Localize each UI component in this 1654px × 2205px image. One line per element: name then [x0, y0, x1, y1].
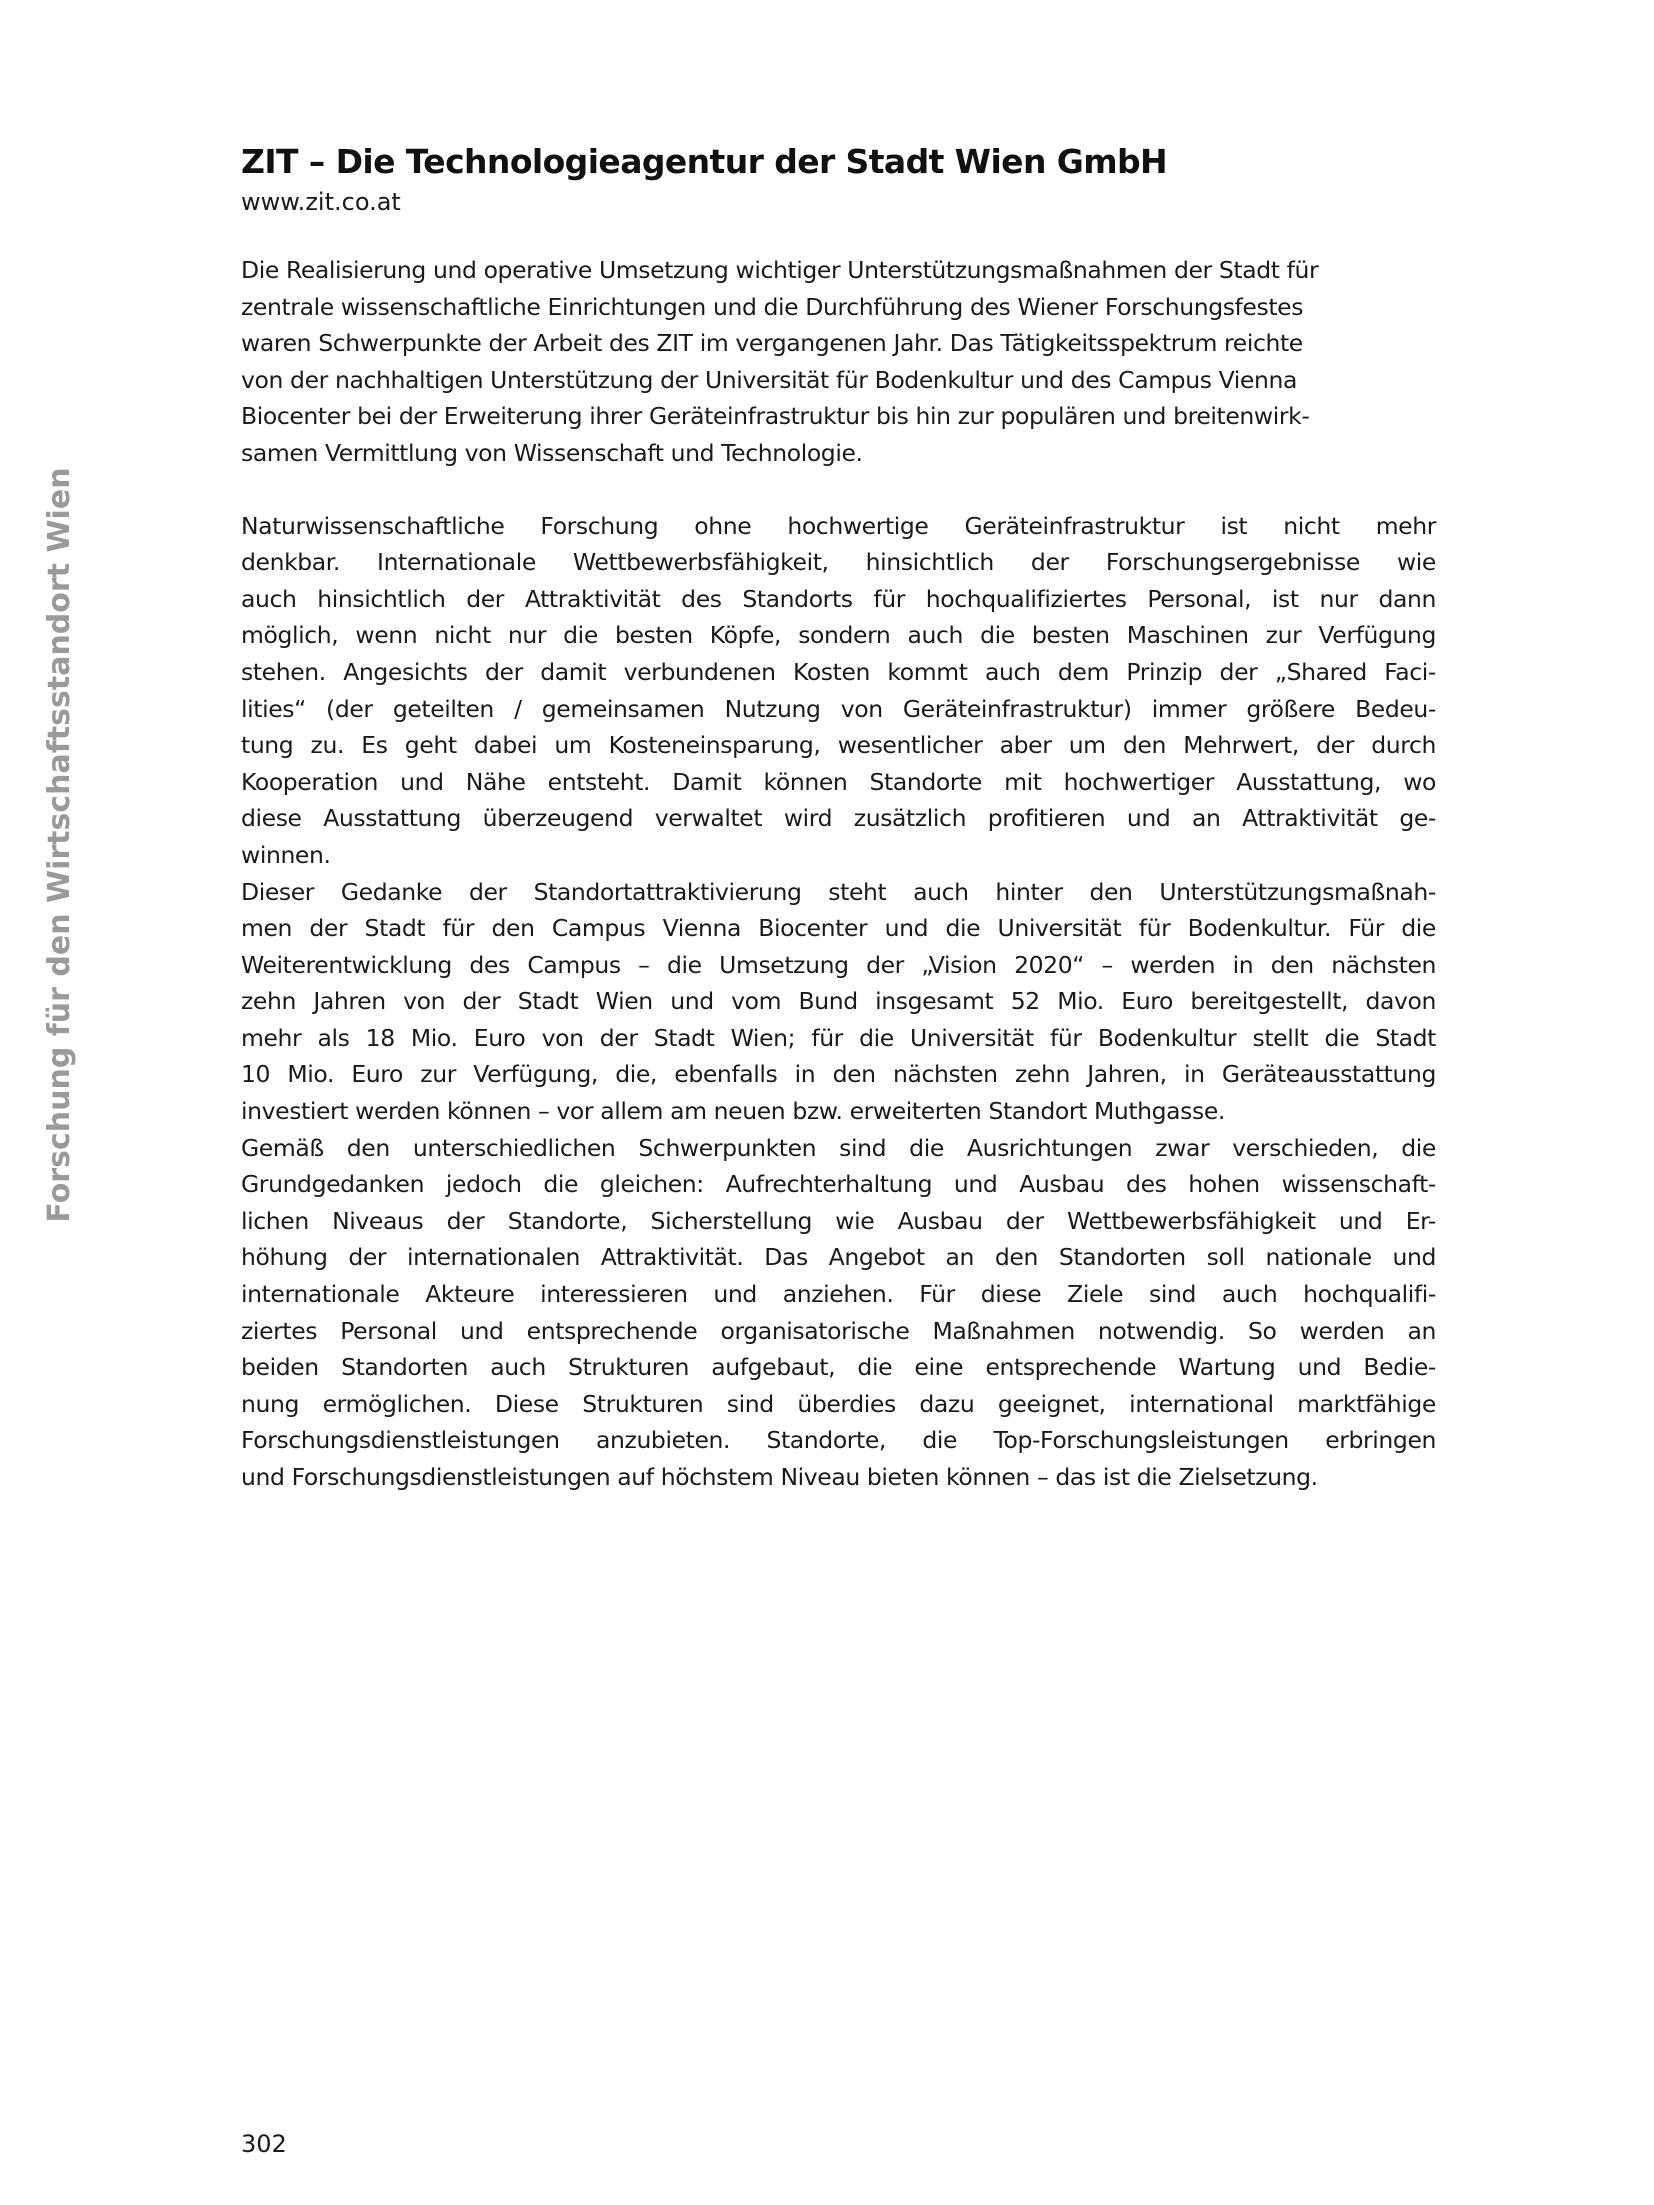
text-line: höhung der internationalen Attraktivität. Das Angebot an den Standorten soll nationale und — [241, 1243, 1436, 1272]
text-line: Gemäß den unterschiedlichen Schwerpunkten sind die Ausrichtungen zwar verschieden, die — [241, 1133, 1436, 1162]
text-line: Dieser Gedanke der Standortattraktivierung steht auch hinter den Unterstützungsmaßnah- — [241, 877, 1436, 906]
text-line: samen Vermittlung von Wissenschaft und Technologie. — [241, 438, 863, 467]
text-line: Kooperation und Nähe entsteht. Damit können Standorte mit hochwertiger Ausstattung, wo — [241, 767, 1436, 796]
text-line: internationale Akteure interessieren und anziehen. Für diese Ziele sind auch hochqualifi- — [241, 1280, 1436, 1309]
page-number: 302 — [241, 2130, 287, 2158]
text-line: investiert werden können – vor allem am neuen bzw. erweiterten Standort Muthgasse. — [241, 1097, 1225, 1126]
text-line: lities“ (der geteilten / gemeinsamen Nutzung von Geräteinfrastruktur) immer größere Bedeu- — [241, 694, 1436, 723]
paragraph-intro — [241, 252, 1436, 472]
text-line: Weiterentwicklung des Campus – die Umsetzung der „Vision 2020“ – werden in den nächsten — [241, 950, 1436, 979]
text-line: zehn Jahren von der Stadt Wien und vom Bund insgesamt 52 Mio. Euro bereitgestellt, davon — [241, 987, 1436, 1016]
text-line: zentrale wissenschaftliche Einrichtungen und die Durchführung des Wiener Forschungsfestes — [241, 292, 1304, 321]
text-line: tung zu. Es geht dabei um Kosteneinsparung, wesentlicher aber um den Mehrwert, der durch — [241, 731, 1436, 760]
page-content — [241, 140, 1436, 1496]
text-line: denkbar. Internationale Wettbewerbsfähigkeit, hinsichtlich der Forschungsergebnisse wie — [241, 548, 1436, 577]
text-line: beiden Standorten auch Strukturen aufgebaut, die eine entsprechende Wartung und Bedie- — [241, 1353, 1436, 1382]
text-line: ziertes Personal und entsprechende organisatorische Maßnahmen notwendig. So werden an — [241, 1316, 1436, 1345]
text-line: waren Schwerpunkte der Arbeit des ZIT im vergangenen Jahr. Das Tätigkeitsspektrum reichte — [241, 329, 1303, 358]
text-line: Grundgedanken jedoch die gleichen: Aufrechterhaltung und Ausbau des hohen wissenschaft- — [241, 1170, 1436, 1199]
text-line: stehen. Angesichts der damit verbundenen Kosten kommt auch dem Prinzip der „Shared Faci- — [241, 657, 1436, 686]
page-title: ZIT – Die Technologieagentur der Stadt Wien GmbH — [241, 142, 1168, 181]
text-line: nung ermöglichen. Diese Strukturen sind überdies dazu geeignet, international marktfähige — [241, 1389, 1436, 1418]
text-line: Forschungsdienstleistungen anzubieten. Standorte, die Top-Forschungsleistungen erbringen — [241, 1426, 1436, 1455]
text-line: men der Stadt für den Campus Vienna Biocenter und die Universität für Bodenkultur. Für die — [241, 914, 1436, 943]
text-line: 10 Mio. Euro zur Verfügung, die, ebenfalls in den nächsten zehn Jahren, in Geräteausstattung — [241, 1060, 1436, 1089]
website-url: www.zit.co.at — [241, 188, 401, 216]
paragraph-campus — [241, 874, 1436, 1130]
text-line: diese Ausstattung überzeugend verwaltet wird zusätzlich profitieren und an Attraktivität ge- — [241, 804, 1436, 833]
text-line: Die Realisierung und operative Umsetzung wichtiger Unterstützungsmaßnahmen der Stadt für — [241, 256, 1319, 284]
text-line: auch hinsichtlich der Attraktivität des Standorts für hochqualifiziertes Personal, ist nur dann — [241, 584, 1436, 613]
text-line: Biocenter bei der Erweiterung ihrer Geräteinfrastruktur bis hin zur populären und breitenwirk- — [241, 402, 1310, 431]
text-line: möglich, wenn nicht nur die besten Köpfe, sondern auch die besten Maschinen zur Verfügung — [241, 621, 1436, 650]
paragraph-research — [241, 508, 1436, 874]
text-line: Naturwissenschaftliche Forschung ohne hochwertige Geräteinfrastruktur ist nicht mehr — [241, 511, 1436, 540]
paragraph-goals — [241, 1130, 1436, 1496]
text-line: und Forschungsdienstleistungen auf höchstem Niveau bieten können – das ist die Zielsetzung. — [241, 1463, 1318, 1491]
side-section-title: Forschung für den Wirtschaftsstandort Wien — [42, 467, 77, 1223]
text-line: mehr als 18 Mio. Euro von der Stadt Wien; für die Universität für Bodenkultur stellt die Stadt — [241, 1023, 1436, 1052]
text-line: lichen Niveaus der Standorte, Sicherstellung wie Ausbau der Wettbewerbsfähigkeit und Er- — [241, 1206, 1436, 1235]
text-line: winnen. — [241, 840, 331, 869]
text-line: von der nachhaltigen Unterstützung der Universität für Bodenkultur und des Campus Vienna — [241, 365, 1297, 394]
